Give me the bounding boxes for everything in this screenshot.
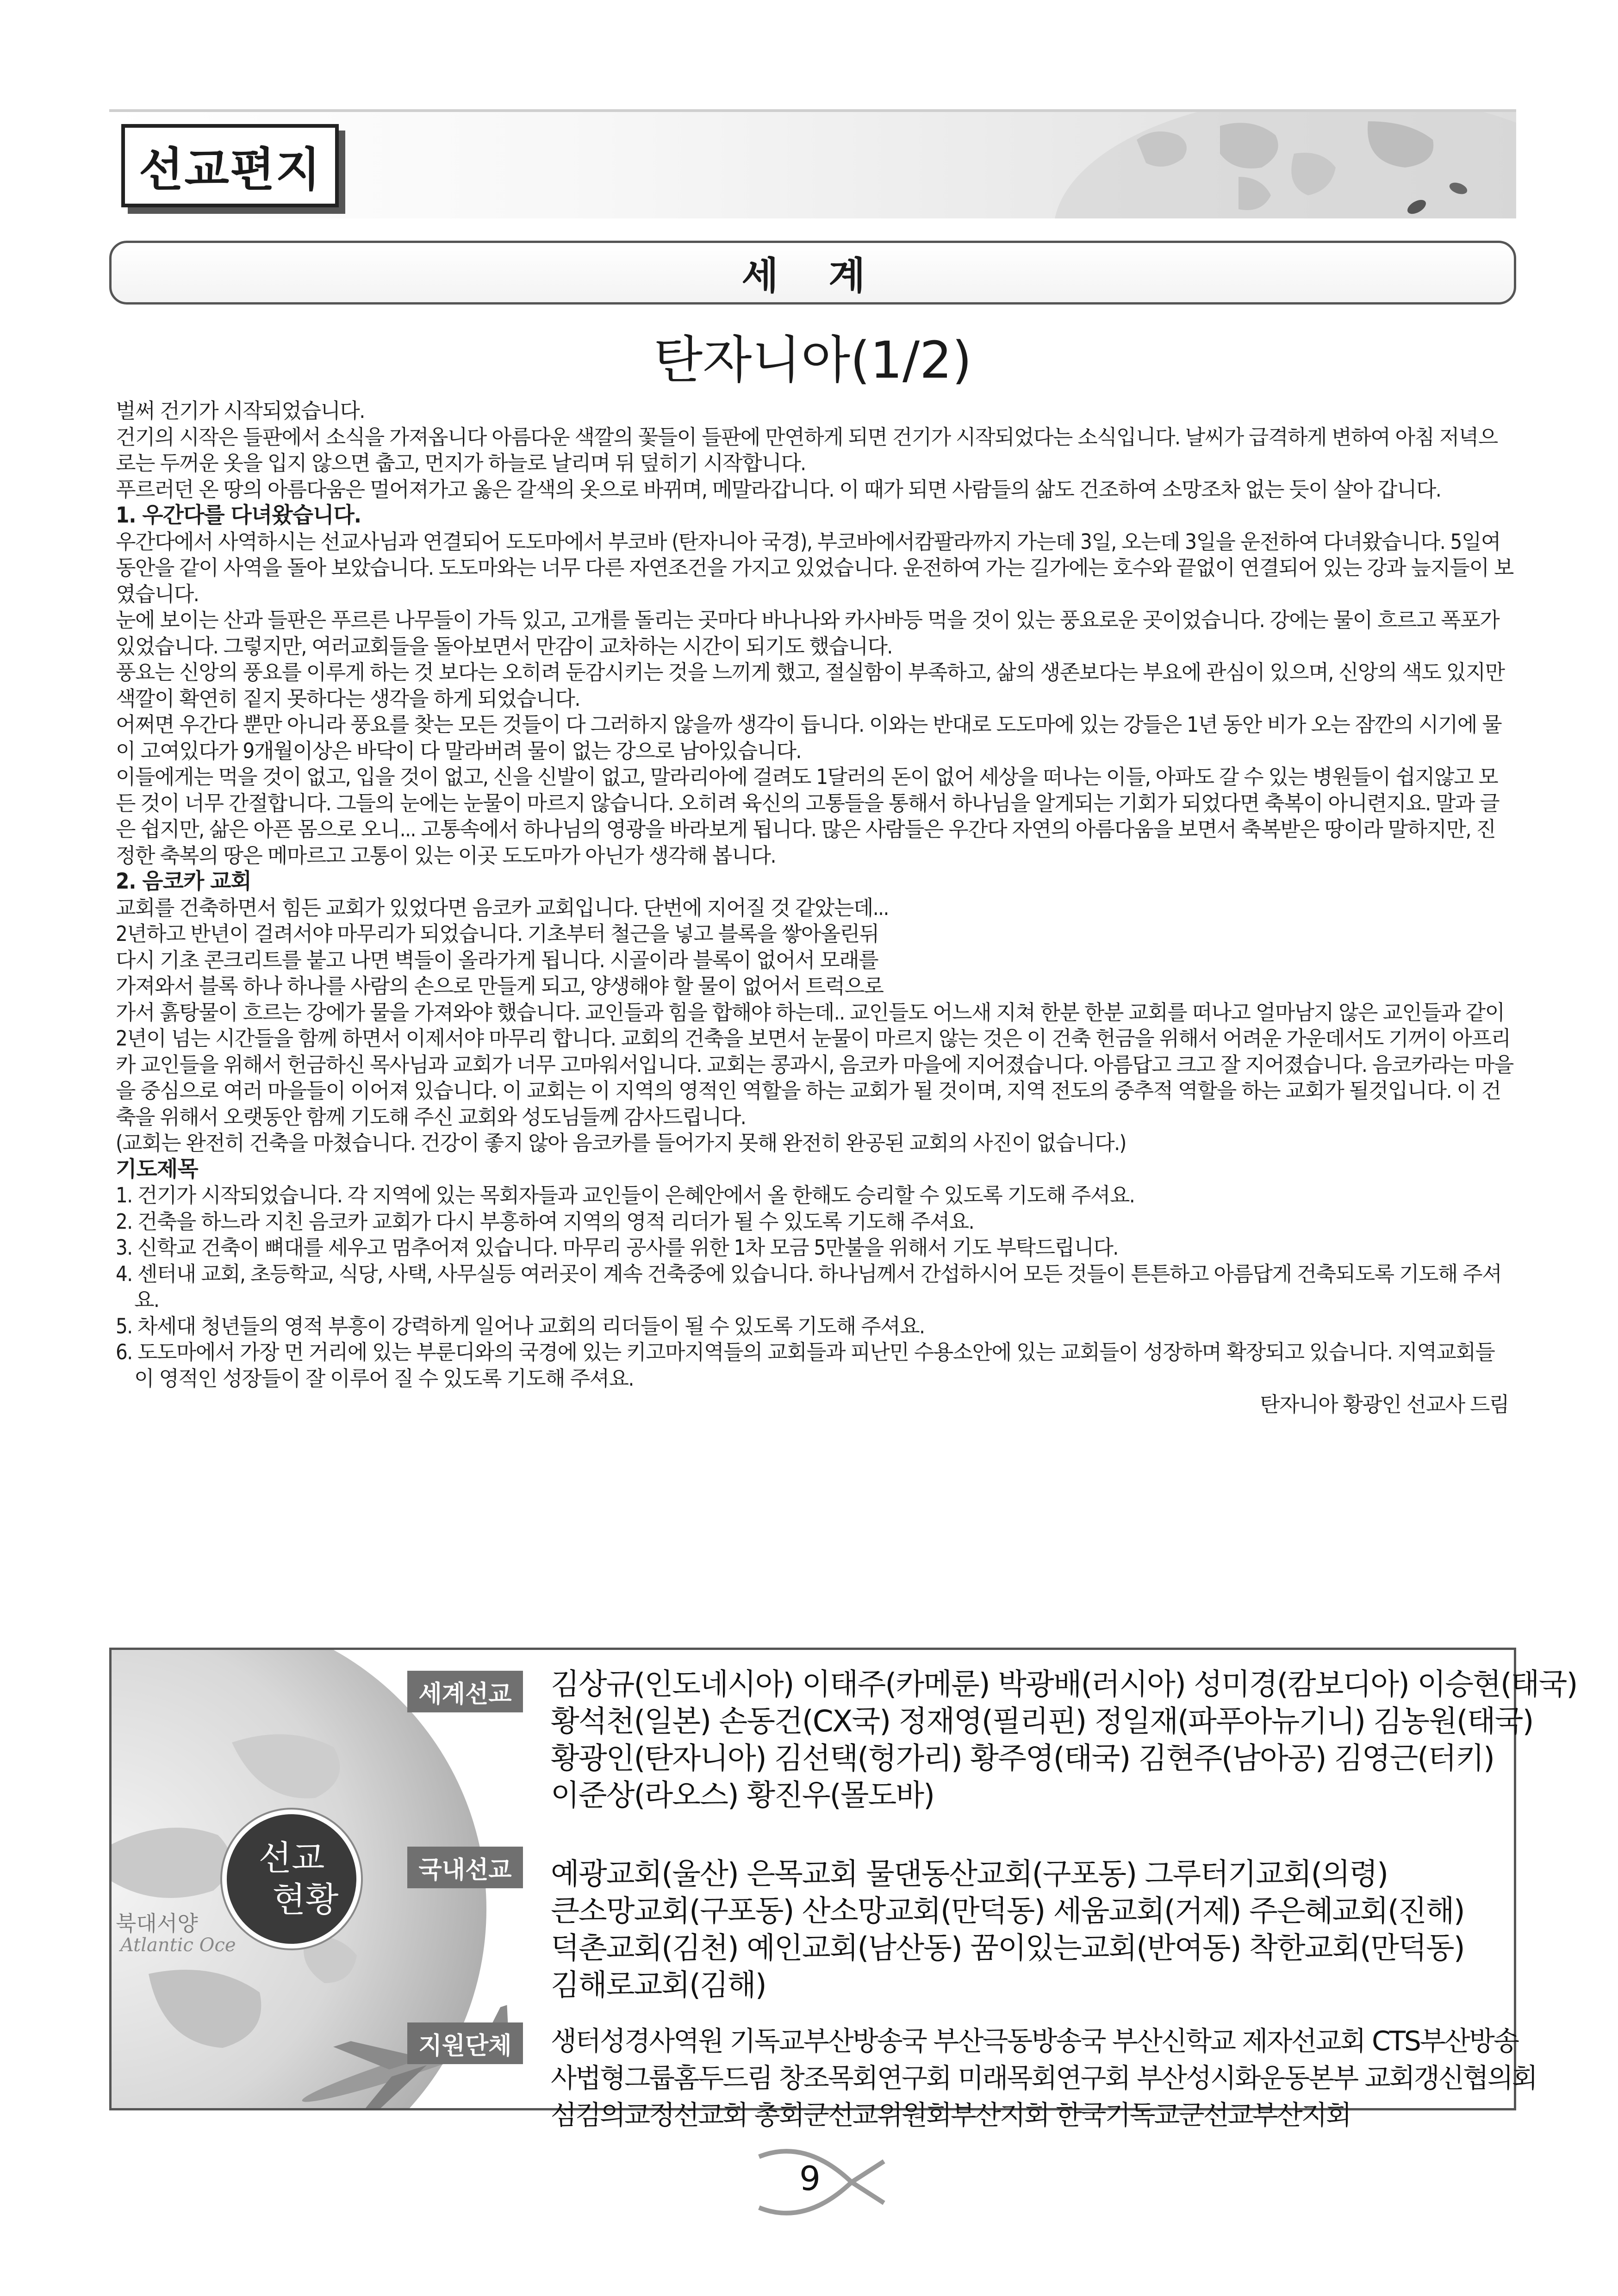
world-map-graphic — [961, 112, 1516, 218]
prayer-item: 6. 도도마에서 가장 먼 거리에 있는 부룬디와의 국경에 있는 키고마지역들의 교회들과 피난민 수용소안에 있는 교회들이 성장하며 확장되고 있습니다. 지역교회들이 영적인 성장들이 잘 이루어 질 수 있도록 기도해 주셔요. — [116, 1340, 1495, 1391]
intro-paragraph: 건기의 시작은 들판에서 소식을 가져옵니다 아름다운 색깔의 꽃들이 들판에 만연하게 되면 건기가 시작되었다는 소식입니다. 날씨가 급격하게 변하여 아침 저녁으로는 두꺼운 옷을 입지 않으면 춥고, 먼지가 하늘로 날리며 뒤 덮히기 시작합니다. — [116, 424, 1498, 475]
mission-line: 김상규(인도네시아) 이태주(카메룬) 박광배(러시아) 성미경(캄보디아) 이승현(태국) — [551, 1668, 1577, 1702]
mission-line: 사법형그룹홈두드림 창조목회연구회 미래목회연구회 부산성시화운동본부 교회갱신협의회 — [551, 2062, 1537, 2094]
section-heading: 1. 우간다를 다녀왔습니다. — [116, 503, 361, 528]
section1-paragraph: 눈에 보이는 산과 들판은 푸르른 나무들이 가득 있고, 고개를 돌리는 곳마다 바나나와 카사바등 먹을 것이 있는 풍요로운 곳이었습니다. 강에는 물이 흐르고 폭포가 있었습니다. 그렇지만, 여러교회들을 돌아보면서 만감이 교차하는 시간이 되기도 했습니다. — [116, 608, 1500, 659]
mission-line: 황광인(탄자니아) 김선택(헝가리) 황주영(태국) 김현주(남아공) 김영근(터키) — [551, 1742, 1494, 1776]
signature: 탄자니아 황광인 선교사 드림 — [1260, 1392, 1509, 1417]
section-tag: 선교편지 — [121, 124, 339, 207]
mission-line: 큰소망교회(구포동) 산소망교회(만덕동) 세움교회(거제) 주은혜교회(진해) — [551, 1894, 1464, 1929]
section2-line: 다시 기초 콘크리트를 붙고 나면 벽들이 올라가게 됩니다. 시골이라 블록이 없어서 모래를 — [116, 947, 878, 972]
mission-line: 이준상(라오스) 황진우(몰도바) — [551, 1779, 934, 1813]
section1-paragraph: 어쩌면 우간다 뿐만 아니라 풍요를 찾는 모든 것들이 다 그러하지 않을까 생각이 듭니다. 이와는 반대로 도도마에 있는 강들은 1년 동안 비가 오는 잠깐의 시기에 물이 고여있다가 9개월이상은 바닥이 다 말라버려 물이 없는 강으로 남아있습니다. — [116, 712, 1502, 763]
section2-paragraph: 가서 흙탕물이 흐르는 강에가 물을 가져와야 했습니다. 교인들과 힘을 합해야 하는데.. 교인들도 어느새 지쳐 한분 한분 교회를 떠나고 얼마남지 않은 교인들과 같이 2년이 넘는 시간들을 함께 하면서 이제서야 마무리 합니다. 교회의 건축을 보면서 눈물이 마르지 않는 것은 이 건축 헌금을 위해서 어려운 가운데서도 기꺼이 아프리카 교인들을 위해서 헌금하신 목사님과 교회가 너무 고마워서입니다. 교회는 콩과시, 음코카 마을에 지어졌습니다. 아름답고 크고 잘 지어졌습니다. 음코카라는 마을을 중심으로 여러 마을들이 이어져 있습니다. 이 교회는 이 지역의 영적인 역할을 하는 교회가 될 것이며, 지역 전도의 중추적 역할을 하는 교회가 될것입니다. 이 건축을 위해서 오랫동안 함께 기도해 주신 교회와 성도님들께 감사드립니다. — [116, 1000, 1513, 1129]
mission-line: 섬김의교정선교회 총회군선교위원회부산지회 한국기독교군선교부산지회 — [551, 2099, 1350, 2131]
prayer-item: 3. 신학교 건축이 뼈대를 세우고 멈추어져 있습니다. 마무리 공사를 위한 1차 모금 5만불을 위해서 기도 부탁드립니다. — [116, 1235, 1118, 1260]
mission-line: 예광교회(울산) 은목교회 물댄동산교회(구포동) 그루터기교회(의령) — [551, 1857, 1388, 1892]
badge-line: 현황 — [272, 1880, 339, 1920]
prayer-item: 4. 센터내 교회, 초등학교, 식당, 사택, 사무실등 여러곳이 계속 건축중에 있습니다. 하나님께서 간섭하시어 모든 것들이 튼튼하고 아름답게 건축되도록 기도해 주셔요. — [116, 1261, 1502, 1312]
prayer-item: 5. 차세대 청년들의 영적 부흥이 강력하게 일어나 교회의 리더들이 될 수 있도록 기도해 주셔요. — [116, 1313, 925, 1338]
section2-line: 2년하고 반년이 걸려서야 마무리가 되었습니다. 기초부터 철근을 넣고 블록을 쌓아올린뒤 — [116, 921, 879, 946]
section2-note: (교회는 완전히 건축을 마쳤습니다. 건강이 좋지 않아 음코카를 들어가지 못해 완전히 완공된 교회의 사진이 없습니다.) — [116, 1131, 1126, 1155]
mission-line: 생터성경사역원 기독교부산방송국 부산극동방송국 부산신학교 제자선교회 CTS부산방송 — [551, 2025, 1518, 2057]
intro-paragraph: 벌써 건기가 시작되었습니다. — [116, 398, 365, 423]
section1-paragraph: 풍요는 신앙의 풍요를 이루게 하는 것 보다는 오히려 둔감시키는 것을 느끼게 했고, 절실함이 부족하고, 삶의 생존보다는 부요에 관심이 있으며, 신앙의 색도 있지만 색깔이 확연히 짙지 못하다는 생각을 하게 되었습니다. — [116, 660, 1505, 711]
page-subtitle: 탄자니아(1/2) — [653, 330, 972, 390]
globe-label: 북대서양 — [116, 1911, 198, 1936]
section1-paragraph: 이들에게는 먹을 것이 없고, 입을 것이 없고, 신을 신발이 없고, 말라리아에 걸려도 1달러의 돈이 없어 세상을 떠나는 이들, 아파도 갈 수 있는 병원들이 쉽지않고 모든 것이 너무 간절합니다. 그들의 눈에는 눈물이 마르지 않습니다. 오히려 육신의 고통들을 통해서 하나님을 알게되는 기회가 되었다면 축복이 아니련지요. 말과 글은 쉽지만, 삶은 아픈 몸으로 오니... 고통속에서 하나님의 영광을 바라보게 됩니다. 많은 사람들은 우간다 자연의 아름다움을 보면서 축복받은 땅이라 말하지만, 진정한 축복의 땅은 메마르고 고통이 있는 이곳 도도마가 아닌가 생각해 봅니다. — [116, 765, 1500, 868]
prayer-item: 2. 건축을 하느라 지친 음코카 교회가 다시 부흥하여 지역의 영적 리더가 될 수 있도록 기도해 주셔요. — [116, 1209, 974, 1234]
section2-line: 가져와서 블록 하나 하나를 사람의 손으로 만들게 되고, 양생해야 할 물이 없어서 트럭으로 — [116, 974, 884, 998]
prayer-list — [116, 1182, 1513, 1392]
letter-body — [116, 398, 1513, 1418]
page-title: 세 계 — [109, 241, 1516, 305]
mission-line: 황석천(일본) 손동건(CX국) 정재영(필리핀) 정일재(파푸아뉴기니) 김농원(태국) — [551, 1705, 1533, 1739]
mission-line: 김해로교회(김해) — [551, 1968, 766, 2003]
domestic-mission-list — [551, 1856, 1513, 2004]
page-number: 9 — [799, 2159, 821, 2198]
support-org-list — [551, 2022, 1537, 2134]
domestic-mission-tag: 국내선교 — [407, 1847, 523, 1888]
section-heading: 2. 음코카 교회 — [116, 869, 251, 894]
mission-line: 덕촌교회(김천) 예인교회(남산동) 꿈이있는교회(반여동) 착한교회(만덕동) — [551, 1931, 1464, 1966]
prayer-item: 1. 건기가 시작되었습니다. 각 지역에 있는 목회자들과 교인들이 은혜안에서 올 한해도 승리할 수 있도록 기도해 주셔요. — [116, 1183, 1135, 1207]
support-org-tag: 지원단체 — [407, 2022, 523, 2064]
world-mission-list — [551, 1666, 1577, 1814]
section1-paragraph: 우간다에서 사역하시는 선교사님과 연결되어 도도마에서 부코바 (탄자니아 국경), 부코바에서캄팔라까지 가는데 3일, 오는데 3일을 운전하여 다녀왔습니다. 5일여 동안을 같이 사역을 돌아 보았습니다. 도도마와는 너무 다른 자연조건을 가지고 있었습니다. 운전하여 가는 길가에는 호수와 끝없이 연결되어 있는 강과 늪지들이 보였습니다. — [116, 529, 1513, 606]
section2-line: 교회를 건축하면서 힘든 교회가 있었다면 음코카 교회입니다. 단번에 지어질 것 같았는데... — [116, 895, 889, 920]
prayer-heading: 기도제목 — [116, 1156, 198, 1182]
globe-label: Atlantic Oce — [120, 1935, 236, 1956]
badge-line: 선교 — [258, 1838, 325, 1878]
mission-status-badge — [222, 1810, 361, 1948]
intro-paragraph: 푸르러던 온 땅의 아름다움은 멀어져가고 옳은 갈색의 옷으로 바뀌며, 메말라갑니다. 이 때가 되면 사람들의 삶도 건조하여 소망조차 없는 듯이 살아 갑니다. — [116, 477, 1441, 502]
world-mission-tag: 세계선교 — [407, 1671, 523, 1712]
